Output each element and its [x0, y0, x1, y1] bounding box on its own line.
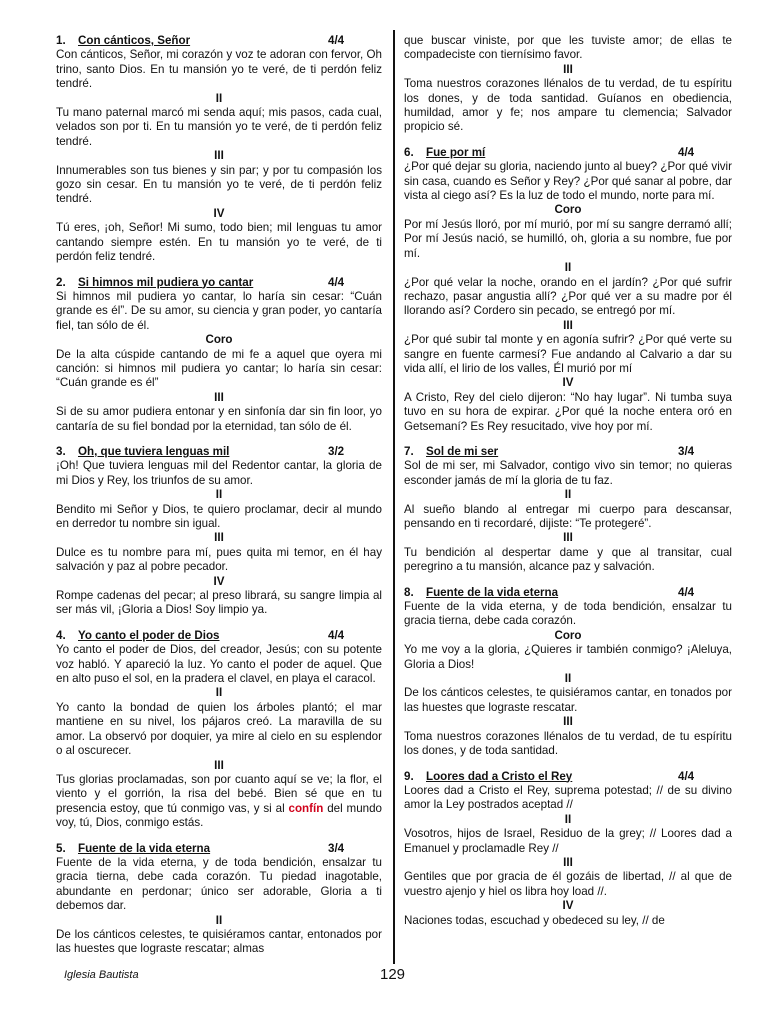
- verse-text-part: Toma nuestros corazones llénalos de tu verdad, de tu espíritu los dones, y de toda santidad.: [404, 729, 732, 758]
- hymn-number: 9.: [404, 769, 414, 783]
- hymn-number: 1.: [56, 34, 66, 47]
- hymn-heading: [56, 629, 220, 643]
- hymn-heading: [404, 770, 572, 784]
- verse-text-part: ¿Por qué dejar su gloria, naciendo junto al buey? ¿Por qué vivir sin casa, cuando es Señor y Rey? ¿Por qué sanar al pobre, dar vista al ciego así? Es la luz de todo el mundo, norte para mí.: [404, 160, 732, 203]
- hymn-number: 4.: [56, 628, 66, 642]
- verse-text-part: Tú eres, ¡oh, Señor! Mi sumo, todo bien; mil lenguas tu amor cantando siempre estén. En tu mansión yo te veré, de ti perdón feliz tendré.: [56, 221, 382, 264]
- hymn-number: 2.: [56, 275, 66, 289]
- hymn-title: [56, 34, 382, 48]
- verse-text-part: De los cánticos celestes, te quisiéramos cantar, en tonados por las huestes que lograste rescatar.: [404, 686, 732, 714]
- section-label: IV: [562, 899, 574, 913]
- verse-text: [56, 106, 382, 149]
- verse-text: [56, 221, 382, 264]
- verse-text-part: ¿Por qué velar la noche, orando en el jardín? ¿Por qué sufrir rechazo, pasar angustia allí? ¿Por qué ver a su madre por él llorando así? Cordero sin pecado, se entregó por mí.: [404, 275, 732, 318]
- time-signature: 4/4: [328, 34, 345, 47]
- time-signature: 3/4: [328, 841, 345, 855]
- section-label: II: [564, 488, 572, 502]
- verse-text-part: Si de su amor pudiera entonar y en sinfonía dar sin fin loor, yo cantaría de su fiel bondad por la eternidad, tan sólo de él.: [56, 405, 382, 433]
- time-signature: 4/4: [678, 145, 695, 159]
- hymn-name: Sol de mi ser: [426, 444, 499, 458]
- section-label: II: [215, 913, 223, 927]
- verse-text: [404, 333, 732, 376]
- verse-text-part: Fuente de la vida eterna, y de toda bendición, ensalzar tu gracia tierna, debe cada corazón.: [404, 600, 732, 628]
- section-label: III: [563, 531, 573, 545]
- verse-text-part: Vosotros, hijos de Israel, Residuo de la grey; // Loores dad a Emanuel y proclamadle Rey //: [404, 827, 732, 855]
- hymn: [56, 445, 382, 618]
- hymn-title: [404, 770, 732, 784]
- verse-text-part: A Cristo, Rey del cielo dijeron: “No hay lugar”. Ni tumba suya tuvo en su hora de expirar. ¿Por qué la noche entera oró en Getsemaní? Es Rey resucitado, vive hoy por mí.: [404, 390, 732, 433]
- verse-text-part: De los cánticos celestes, te quisiéramos cantar, entonados por las huestes que lograste rescatar; almas: [56, 927, 382, 956]
- section-label: III: [214, 531, 224, 545]
- verse-text-part: Si himnos mil pudiera yo cantar, lo haría sin cesar: “Cuán grande es él”. De su amor, su ciencia y gran poder, yo cantaría fiel, tan sólo de él.: [56, 289, 382, 332]
- section-label: II: [215, 686, 223, 700]
- verse-text-part: que buscar viniste, por que les tuviste amor; de ellas te compadeciste con tiernísimo favor.: [404, 34, 732, 62]
- verse-text: [56, 643, 382, 686]
- hymn: [56, 842, 382, 957]
- section-label: III: [563, 62, 573, 76]
- verse-text-part: Naciones todas, escuchad y obedeced su ley, // de: [404, 913, 665, 927]
- verse-text: [56, 546, 382, 575]
- hymn-name: Loores dad a Cristo el Rey: [426, 769, 573, 783]
- verse-text: [404, 686, 732, 715]
- hymn: [56, 276, 382, 434]
- verse-text: [56, 48, 382, 91]
- verse-text-part: Loores dad a Cristo el Rey, suprema potestad; // de su divino amor la Ley postrados aceptad //: [404, 783, 732, 812]
- verse-text-part: Yo canto la bondad de quien los árboles plantó; el mar mantiene en su nivel, los pájaros creó. La maravilla de su amor. La observó por doquier, ya mire al cielo en su esplendor o al oscurecer.: [56, 700, 382, 758]
- hymn-number: 6.: [404, 145, 414, 159]
- verse-text-part: Rompe cadenas del pecar; al preso librará, su sangre limpia al ser más vil, ¡Gloria a Dios! Soy limpio ya.: [56, 589, 382, 617]
- section-label: Coro: [554, 203, 582, 217]
- hymn-number: 8.: [404, 585, 414, 599]
- verse-text: [404, 827, 732, 856]
- hymn-title: [404, 445, 732, 459]
- hymn-heading: [56, 445, 229, 459]
- hymn: [404, 34, 732, 135]
- hymn-title: [56, 445, 382, 459]
- hymn: [404, 770, 732, 928]
- verse-text: [404, 730, 732, 759]
- verse-text-part: ¿Por qué subir tal monte y en agonía sufrir? ¿Por qué verte su sangre en fuente carmesí? Fue andando al Calvario a dar su vida allí, el lirio de los valles, Él murió por mí: [404, 333, 732, 375]
- verse-text-part: Sol de mi ser, mi Salvador, contigo vivo sin temor; no quieras esconder jamás de mí la gloria de tu faz.: [404, 459, 732, 487]
- verse-text: [404, 784, 732, 813]
- hymn-name: Oh, que tuviera lenguas mil: [78, 444, 230, 458]
- hymn: [56, 34, 382, 265]
- hymn-heading: [404, 445, 498, 459]
- section-label: III: [214, 758, 224, 772]
- time-signature: 4/4: [678, 769, 695, 783]
- verse-text-part: Al sueño blando al entregar mi cuerpo para descansar, pensando en ti recordaré, dijiste: “Te protegeré”.: [404, 502, 732, 530]
- hymn: [404, 445, 732, 575]
- hymn-heading: [56, 276, 253, 290]
- hymn-heading: [56, 34, 190, 48]
- verse-text-part: del mundo voy, tú, Dios, conmigo estás.: [56, 801, 382, 830]
- verse-text: [56, 503, 382, 532]
- verse-text-part: Tu bendición al despertar dame y que al transitar, cual peregrino a tu mansión, alcance paz y salvación.: [404, 545, 732, 574]
- verse-text: [56, 459, 382, 488]
- hymn-number: 7.: [404, 444, 414, 458]
- section-label: II: [215, 488, 223, 502]
- verse-text: [56, 164, 382, 207]
- verse-text-part: Innumerables son tus bienes y sin par; y por tu compasión los gozo sin cesar. En tu mansión yo te veré, de ti perdón feliz tendré.: [56, 163, 382, 206]
- section-label: IV: [213, 206, 225, 220]
- verse-text-part: Tu mano paternal marcó mi senda aquí; mis pasos, cada cual, velados son por ti. En tu mansión yo te veré, de ti perdón feliz tendré.: [56, 106, 382, 148]
- hymn: [404, 586, 732, 759]
- verse-text: [404, 914, 732, 928]
- hymn-title: [56, 842, 382, 856]
- verse-text: [56, 589, 382, 618]
- section-label: III: [563, 318, 573, 332]
- verse-text: [56, 405, 382, 434]
- page-number: 129: [380, 966, 406, 983]
- verse-text-part: Por mí Jesús lloró, por mí murió, por mí su sangre derramó allí; Por mí Jesús nació, se humilló, oh, gloria a su nombre, fue por mí.: [404, 217, 732, 260]
- section-label: III: [214, 149, 224, 163]
- section-label: II: [215, 91, 223, 105]
- time-signature: 4/4: [678, 585, 695, 599]
- verse-text: [404, 77, 732, 135]
- section-label: III: [563, 715, 573, 729]
- verse-text: [404, 870, 732, 899]
- hymn-heading: [404, 586, 558, 600]
- hymn-title: [404, 586, 732, 600]
- verse-text: [56, 928, 382, 957]
- hymn-title: [56, 629, 382, 643]
- verse-text: [56, 290, 382, 333]
- column-divider: [393, 30, 395, 964]
- section-label: III: [563, 855, 573, 869]
- verse-text-part: Con cánticos, Señor, mi corazón y voz te adoran con fervor, Oh trino, santo Dios. En tu mansión yo te veré, de ti perdón feliz tendré.: [56, 48, 382, 91]
- section-label: Coro: [554, 628, 582, 642]
- time-signature: 3/2: [328, 444, 345, 458]
- verse-text-part: Fuente de la vida eterna, y de toda bendición, ensalzar tu gracia tierna, debe cada corazón. Tu piedad inagotable, abundante en perdonar; único ser adorable, Gloria a ti debemos dar.: [56, 855, 382, 913]
- hymn-heading: [56, 842, 210, 856]
- hymn-name: Con cánticos, Señor: [78, 34, 191, 47]
- verse-text: [404, 503, 732, 532]
- hymn-number: 5.: [56, 841, 66, 855]
- hymn-title: [56, 276, 382, 290]
- hymn-number: 3.: [56, 444, 66, 458]
- section-label: IV: [213, 574, 225, 588]
- footer-church-name: Iglesia Bautista: [64, 969, 139, 981]
- verse-text-part: ¡Oh! Que tuviera lenguas mil del Redentor cantar, la gloria de mi Dios y Rey, los triunfos de su amor.: [56, 459, 382, 487]
- hymn-name: Fuente de la vida eterna: [426, 585, 559, 599]
- hymn-title: [404, 146, 732, 160]
- hymn: [56, 629, 382, 831]
- section-label: Coro: [205, 333, 233, 347]
- time-signature: 4/4: [328, 275, 345, 289]
- verse-text: [404, 218, 732, 261]
- hymn-name: Yo canto el poder de Dios: [78, 628, 220, 642]
- verse-text: [404, 276, 732, 319]
- verse-text: [56, 773, 382, 831]
- section-label: II: [564, 261, 572, 275]
- verse-text: [404, 643, 732, 672]
- verse-text: [404, 391, 732, 434]
- verse-text: [404, 546, 732, 575]
- verse-text: [56, 701, 382, 759]
- left-column: [56, 34, 382, 968]
- section-label: III: [214, 390, 224, 404]
- hymn-heading: [404, 146, 485, 160]
- verse-text: [56, 348, 382, 391]
- verse-text-part: Yo me voy a la gloria, ¿Quieres ir también conmigo? ¡Aleluya, Gloria a Dios!: [404, 643, 732, 671]
- right-column: [404, 34, 732, 939]
- verse-text-part: Yo canto el poder de Dios, del creador, Jesús; con su potente voz habló. Y apareció la luz. Yo canto el poder de aquel. Que en alto puso el sol, en la pradera el clavel, en playa el caracol.: [56, 643, 382, 686]
- verse-text-part: Dulce es tu nombre para mí, pues quita mi temor, en él hay salvación y paz al pobre pecador.: [56, 545, 382, 574]
- verse-text-part: Bendito mi Señor y Dios, te quiero proclamar, decir al mundo en derredor tu nombre sin igual.: [56, 502, 382, 530]
- verse-text-part: De la alta cúspide cantando de mi fe a aquel que oyera mi canción: si himnos mil pudiera yo cantar; lo haría sin cesar: “Cuán grande es él”: [56, 347, 382, 390]
- time-signature: 4/4: [328, 628, 345, 642]
- verse-text: [56, 856, 382, 914]
- section-label: IV: [562, 376, 574, 390]
- verse-text: [404, 459, 732, 488]
- hymn-name: Fuente de la vida eterna: [78, 841, 211, 855]
- hymn: [404, 146, 732, 434]
- hymn-name: Fue por mí: [426, 145, 486, 159]
- section-label: II: [564, 672, 572, 686]
- verse-text: [404, 600, 732, 629]
- hymn-name: Si himnos mil pudiera yo cantar: [78, 275, 254, 289]
- verse-text-part: Tus glorias proclamadas, son por cuanto aquí se ve; la flor, el viento y el gorrión, la risa del bebé. Bien sé que en tu presencia estoy, que tú conmigo vas, y si al: [56, 772, 382, 815]
- time-signature: 3/4: [678, 444, 695, 458]
- verse-text-part: Gentiles que por gracia de él gozáis de libertad, // al que de vuestro ajenjo y hiel os libra hoy load //.: [404, 870, 732, 898]
- verse-text: [404, 160, 732, 203]
- verse-text: [404, 34, 732, 63]
- section-label: II: [564, 812, 572, 826]
- highlighted-word: confín: [288, 801, 324, 815]
- verse-text-part: Toma nuestros corazones llénalos de tu verdad, de tu espíritu los dones, y de toda santidad. Guíanos en obediencia, humildad, amor y fe; nos ampare tu clemencia; Salvador propicio sé.: [404, 77, 732, 134]
